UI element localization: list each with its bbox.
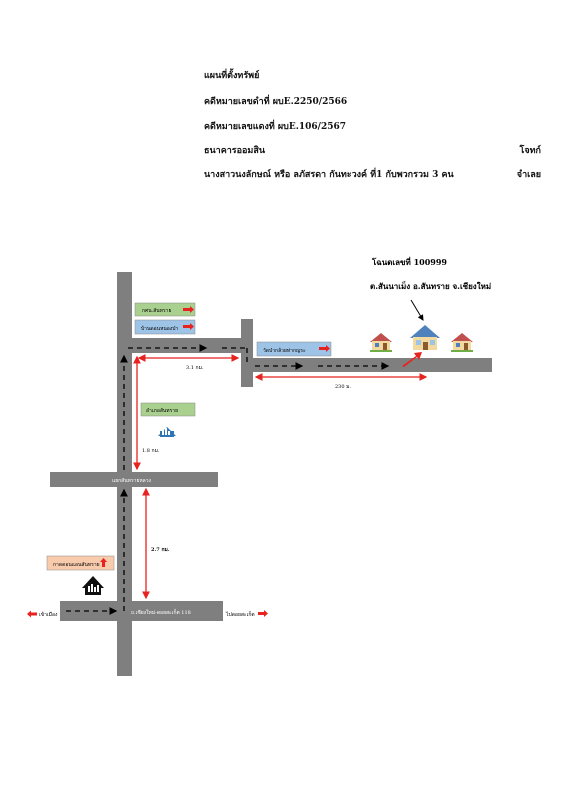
intersection-label: แยกสันทรายหลวง <box>112 478 151 484</box>
sign-market <box>47 556 114 570</box>
property-location: ต.สันนาเม็ง อ.สันทราย จ.เชียงใหม่ <box>370 281 492 291</box>
plaintiff-role: โจทก์ <box>519 146 541 156</box>
svg-text:วัดป่ากล้วยท่ากญระ: วัดป่ากล้วยท่ากญระ <box>263 348 306 354</box>
svg-text:กศน.สันทราย: กศน.สันทราย <box>142 308 172 314</box>
sign-nong-pa <box>135 320 195 334</box>
house-right-icon <box>451 333 473 352</box>
title-deed-number: โฉนดเลขที่ 100999 <box>372 257 447 267</box>
road-to-property <box>241 358 492 372</box>
to-doi-saket-label <box>225 610 268 618</box>
main-road-label: ถ.เชียงใหม่-ดอยสะเก็ต 118 <box>131 610 191 616</box>
svg-text:อำเภอสันทราย: อำเภอสันทราย <box>146 408 179 414</box>
red-case-number: คดีหมายเลขแดงที่ ผบE.106/2567 <box>204 122 347 132</box>
distance-label-d4: 2.7 กม. <box>151 547 170 553</box>
map-title: แผนที่ตั้งทรัพย์ <box>204 71 260 81</box>
road-horizontal-upper <box>117 338 253 353</box>
defendants-role: จำเลย <box>516 170 541 180</box>
distance-label-d1: 3.1 กม. <box>186 365 204 371</box>
black-case-number: คดีหมายเลขดำที่ ผบE.2250/2566 <box>204 97 348 107</box>
house-left-icon <box>370 333 392 352</box>
district-office-icon <box>158 427 176 437</box>
svg-text:กาดดอนแอนสันทราย: กาดดอนแอนสันทราย <box>53 562 100 568</box>
plaintiff-name: ธนาคารออมสิน <box>204 146 265 156</box>
svg-text:บ้านดอนหนองป่า: บ้านดอนหนองป่า <box>141 326 179 332</box>
defendants-name: นางสาวนงลักษณ์ หรือ ลภัสรดา กันทะวงค์ ที่1 กับพวกรวม 3 คน <box>204 170 454 180</box>
property-house-icon <box>410 325 440 350</box>
distance-label-d3: 1.8 กม. <box>142 448 160 454</box>
distance-label-d2: 230 ม. <box>335 384 352 390</box>
sign-sansai-office <box>135 303 195 316</box>
sign-district-office <box>141 403 195 416</box>
svg-text:ไปดอยสะเก็ต: ไปดอยสะเก็ต <box>226 612 255 618</box>
svg-text:เข้าเมือง: เข้าเมือง <box>39 612 58 618</box>
to-city-label <box>27 611 58 619</box>
market-building-icon <box>82 576 104 595</box>
sign-temple <box>257 342 331 356</box>
pointer-arrow-icon <box>411 300 423 320</box>
